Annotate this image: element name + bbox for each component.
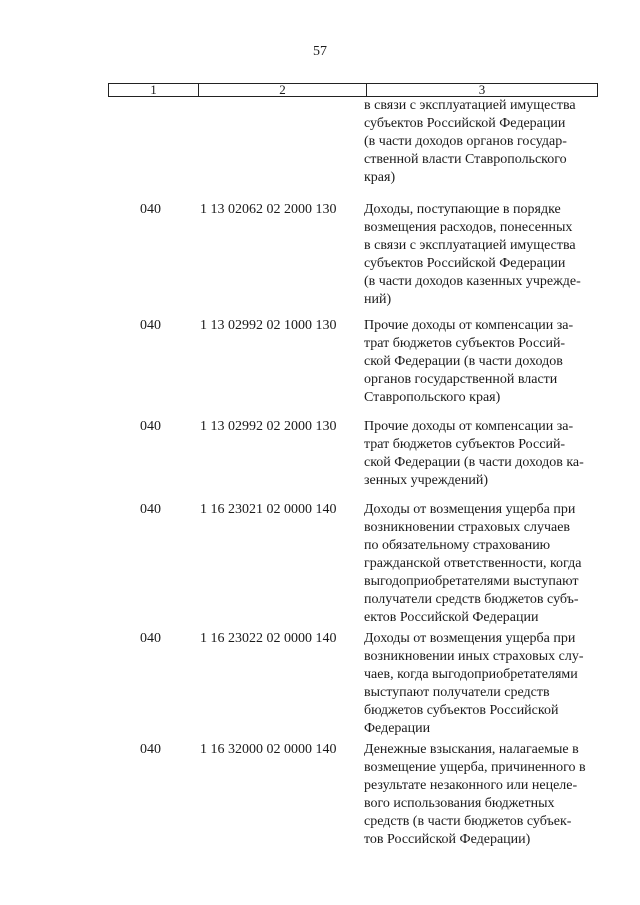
income-name: Прочие доходы от компенсации за- трат бюджетов субъектов Россий- ской Федерации (в части доходов органов государственной власти Ставропольского края) — [364, 318, 574, 405]
income-name: Прочие доходы от компенсации за- трат бюджетов субъектов Россий- ской Федерации (в части доходов ка- зенных учреждений) — [364, 419, 584, 488]
admin-code: 040 — [140, 742, 161, 757]
budget-code: 1 13 02992 02 2000 130 — [200, 419, 337, 434]
admin-code: 040 — [140, 419, 161, 434]
budget-code: 1 16 23022 02 0000 140 — [200, 631, 337, 646]
admin-code: 040 — [140, 631, 161, 646]
income-name: Доходы от возмещения ущерба при возникновении иных страховых слу- чаев, когда выгодоприобретателями выступают получатели средств бюджетов субъектов Российской Федерации — [364, 631, 584, 736]
header-col-3: 3 — [478, 82, 486, 97]
continued-text: в связи с эксплуатацией имущества субъектов Российской Федерации (в части доходов органов государ- ственной власти Ставропольского края) — [364, 98, 576, 185]
income-name: Доходы от возмещения ущерба при возникновении страховых случаев по обязательному страхованию гражданской ответственности, когда выгодоприобретателями выступают получатели средств бюджетов субъ- ектов Российской Федерации — [364, 502, 582, 625]
page-number: 57 — [313, 44, 327, 59]
budget-code: 1 13 02062 02 2000 130 — [200, 202, 337, 217]
income-name: Доходы, поступающие в порядке возмещения расходов, понесенных в связи с эксплуатацией имущества субъектов Российской Федерации (в части доходов казенных учрежде- ний) — [364, 202, 581, 307]
income-name: Денежные взыскания, налагаемые в возмещение ущерба, причиненного в результате незаконного или нецеле- вого использования бюджетных средств (в части бюджетов субъек- тов Российской Федерации) — [364, 742, 586, 847]
header-col-2: 2 — [199, 84, 367, 96]
admin-code: 040 — [140, 318, 161, 333]
budget-code: 1 16 32000 02 0000 140 — [200, 742, 337, 757]
admin-code: 040 — [140, 502, 161, 517]
header-col-1: 1 — [109, 84, 199, 96]
budget-code: 1 16 23021 02 0000 140 — [200, 502, 337, 517]
budget-code: 1 13 02992 02 1000 130 — [200, 318, 337, 333]
admin-code: 040 — [140, 202, 161, 217]
table-header-row — [108, 83, 598, 97]
